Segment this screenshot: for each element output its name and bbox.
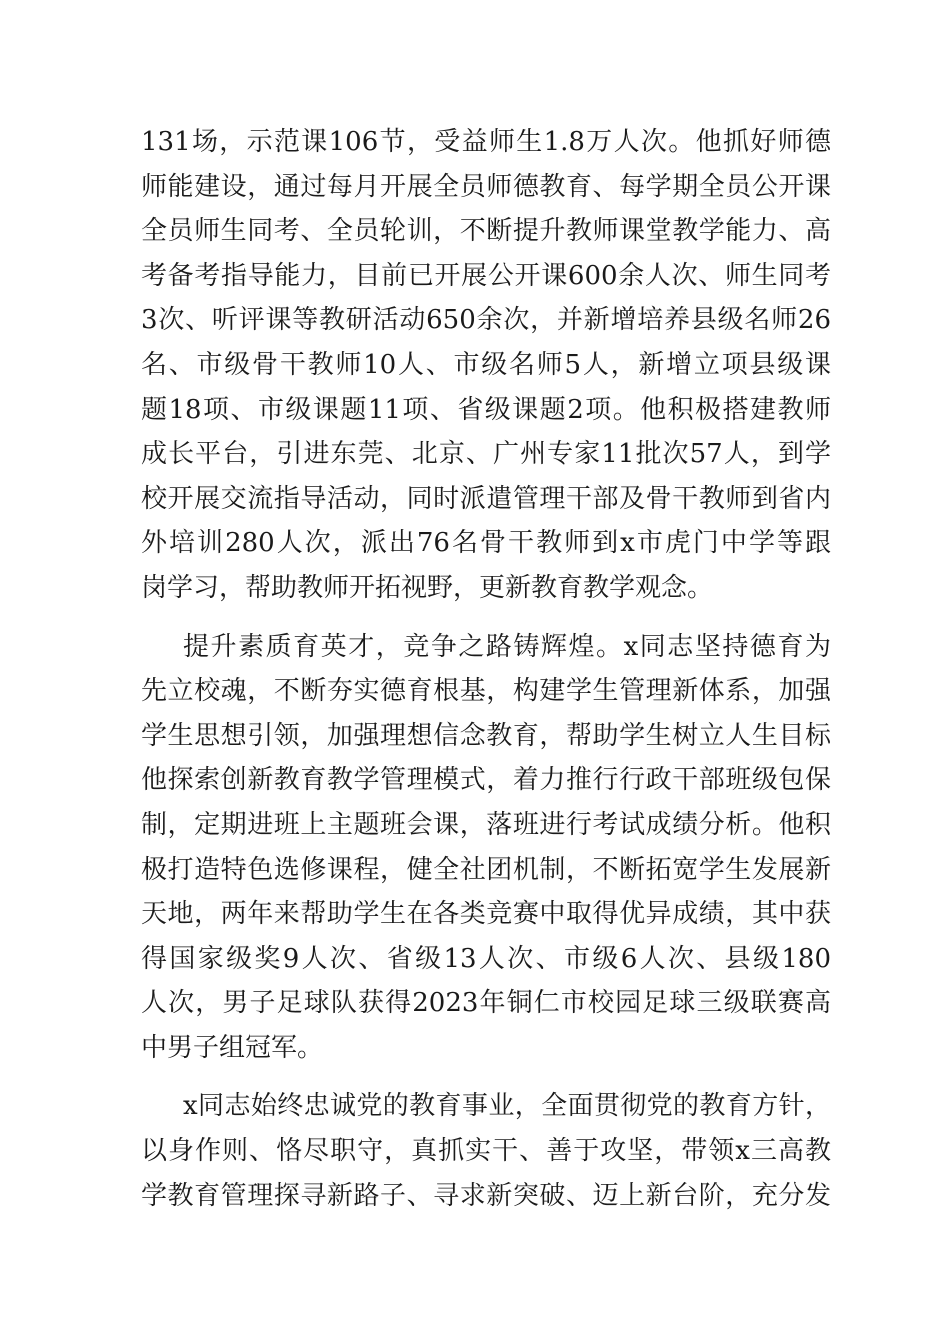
text-line: 全员师生同考、全员轮训，不断提升教师课堂教学能力、高 [141,216,831,247]
text-line: 天地，两年来帮助学生在各类竞赛中取得优异成绩，其中获 [141,899,831,930]
text-line: 岗学习，帮助教师开拓视野，更新教育教学观念。 [141,572,714,603]
text-line: 得国家级奖9人次、省级13人次、市级6人次、县级180 [141,943,831,974]
text-line: 提升素质育英才，竞争之路铸辉煌。x同志坚持德育为 [183,631,831,662]
paragraph-teacher-development [141,120,831,611]
text-line: 先立校魂，不断夯实德育根基，构建学生管理新体系，加强 [141,676,831,707]
text-line: 成长平台，引进东莞、北京、广州专家11批次57人，到学 [141,439,831,470]
text-line: 题18项、市级课题11项、省级课题2项。他积极搭建教师 [141,394,831,425]
text-line: 中男子组冠军。 [141,1032,324,1063]
text-line: 他探索创新教育教学管理模式，着力推行行政干部班级包保 [141,765,831,796]
text-line: 学教育管理探寻新路子、寻求新突破、迈上新台阶，充分发 [141,1180,831,1211]
text-line: 校开展交流指导活动，同时派遣管理干部及骨干教师到省内 [141,483,831,514]
paragraph-student-quality [141,625,831,1071]
text-line: 学生思想引领，加强理想信念教育，帮助学生树立人生目标 [141,720,831,751]
text-line: 131场，示范课106节，受益师生1.8万人次。他抓好师德 [141,127,831,157]
text-line: 名、市级骨干教师10人、市级名师5人，新增立项县级课 [141,349,831,380]
text-line: 极打造特色选修课程，健全社团机制，不断拓宽学生发展新 [141,854,831,885]
text-line: 3次、听评课等教研活动650余次，并新增培养县级名师26 [141,305,831,336]
text-line: 制，定期进班上主题班会课，落班进行考试成绩分析。他积 [141,809,831,840]
paragraph-gap [141,1070,831,1084]
text-line: x同志始终忠诚党的教育事业，全面贯彻党的教育方针， [183,1091,831,1122]
paragraph-loyalty-summary [141,1084,831,1218]
text-line: 师能建设，通过每月开展全员师德教育、每学期全员公开课 [141,171,831,202]
document-body [141,120,831,1218]
text-line: 外培训280人次，派出76名骨干教师到x市虎门中学等跟 [141,528,831,559]
text-line: 考备考指导能力，目前已开展公开课600余人次、师生同考 [141,260,831,291]
text-line: 以身作则、恪尽职守，真抓实干、善于攻坚，带领x三高教 [141,1136,831,1167]
text-line: 人次，男子足球队获得2023年铜仁市校园足球三级联赛高 [141,988,831,1019]
paragraph-gap [141,611,831,625]
